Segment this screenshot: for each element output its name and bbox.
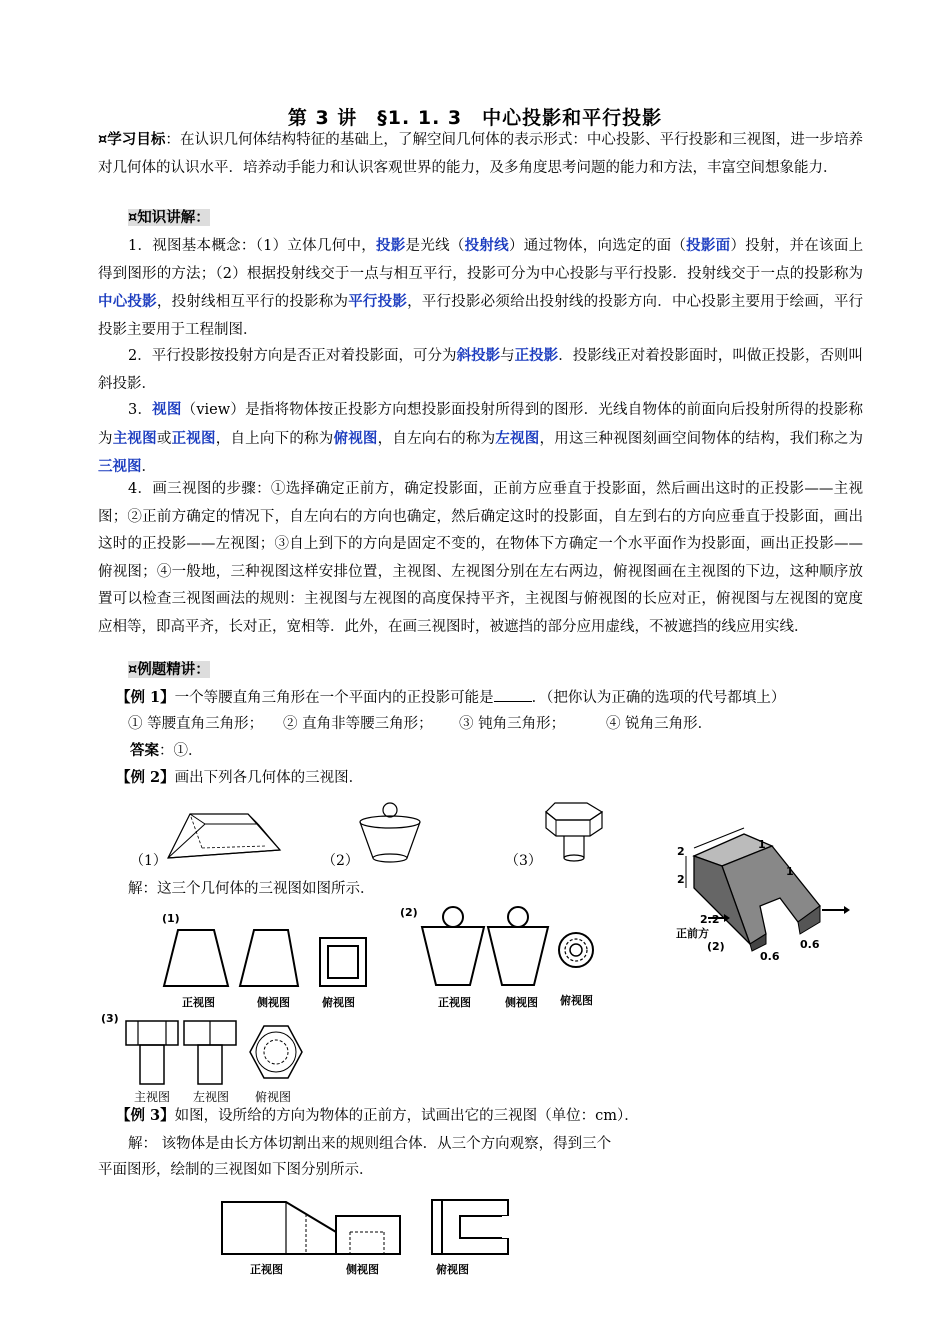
example-3-question: 【例 3】如图，设所给的方向为物体的正前方，试画出它的三视图（单位：cm）． <box>116 1107 639 1124</box>
solution-2-views <box>418 905 603 990</box>
figure-2-label: （2） <box>322 853 359 869</box>
example-1-option-3: ③ 钝角三角形； <box>459 716 566 732</box>
paragraph-2: 2．平行投影按投射方向是否正对着投影面，可分为斜投影与正投影．投影线正对着投影面时，叫做正投影，否则叫斜投影． <box>98 347 863 392</box>
goal-text: ：在认识几何体结构特征的基础上，了解空间几何体的表示形式：中心投影、平行投影和三视图，进一步培养对几何体的认识水平．培养动手能力和认识客观世界的能力，及多角度思考问题的能力和方法，丰富空间想象能力． <box>98 132 863 176</box>
example-3-side-caption: 侧视图 <box>346 1263 379 1276</box>
solution-1-side-caption: 侧视图 <box>257 996 290 1009</box>
example-3-three-views <box>218 1198 518 1260</box>
solution-3-main-caption: 主视图 <box>134 1090 171 1104</box>
example-3-top-caption: 俯视图 <box>436 1263 469 1276</box>
cup-ball-figure <box>355 800 425 865</box>
examples-heading: ¤例题精讲： <box>128 661 210 678</box>
solution-3-top-caption: 俯视图 <box>255 1090 292 1104</box>
page-title: 第 3 讲 §1. 1. 3 中心投影和平行投影 <box>287 107 663 129</box>
paragraph-4: 4．画三视图的步骤：①选择确定正前方，确定投影面，正前方应垂直于投影面，然后画出这时的正投影——主视图；②正前方确定的情况下，自左向右的方向也确定，然后确定这时的投影面，自左到右的方向应垂直于投影面，画出这时的正投影——左视图；③自上到下的方向是固定不变的，在物体下方确定一个水平面作为投影面，画出正投影——俯视图；④一般地，三种视图这样安排位置，主视图、左视图分别在左右两边，俯视图画在主视图的下边，这种顺序放置可以检查三视图画法的规则：主视图与左视图的高度保持平齐，主视图与俯视图的长应对正，俯视图与左视图的宽度应相等，即高平齐，长对正，宽相等．此外，在画三视图时，被遮挡的部分应用虚线，不被遮挡的线应用实线． <box>98 481 863 635</box>
dim-2: 1 <box>758 838 766 851</box>
frustum-figure <box>160 810 285 865</box>
knowledge-heading: ¤知识讲解： <box>128 209 210 226</box>
example-1-option-1: ① 等腰直角三角形； <box>128 716 264 732</box>
dim-1: 2 <box>677 845 685 858</box>
solution-2-top-caption: 俯视图 <box>560 994 593 1007</box>
figure-3-label: （3） <box>505 853 542 869</box>
paragraph-1: 1．视图基本概念：（1）立体几何中，投影是光线（投射线）通过物体，向选定的面（投影面）投射，并在该面上得到图形的方法；（2）根据投射线交于一点与相互平行，投影可分为中心投影与平行投影．投射线交于一点的投影称为中心投影，投射线相互平行的投影称为平行投影，平行投影必须给出投射线的投影方向．中心投影主要用于绘画，平行投影主要用于工程制图． <box>98 237 864 338</box>
solution-3-label: (3) <box>101 1012 119 1025</box>
hex-bolt-figure <box>540 800 610 865</box>
example-3-front-caption: 正视图 <box>250 1263 283 1276</box>
dim-3: 2 <box>677 873 685 886</box>
example-1-option-4: ④ 锐角三角形． <box>606 716 713 732</box>
example-1-answer: 答案：①． <box>130 742 203 759</box>
solution-3-left-caption: 左视图 <box>193 1090 230 1104</box>
example-3-solution-line-2: 平面图形，绘制的三视图如下图分别所示． <box>98 1162 374 1178</box>
solution-3-views <box>122 1018 312 1088</box>
solution-1-label: (1) <box>162 912 180 925</box>
dim-7: 0.6 <box>800 938 820 951</box>
solution-2-front-caption: 正视图 <box>438 996 471 1009</box>
solution-1-top-caption: 俯视图 <box>322 996 355 1009</box>
example-2-question: 【例 2】画出下列各几何体的三视图． <box>116 769 364 786</box>
solution-1-views <box>160 920 380 992</box>
example-1-option-2: ② 直角非等腰三角形； <box>283 716 433 732</box>
dim-4: 1 <box>786 865 794 878</box>
example-2-solution: 解：这三个几何体的三视图如图所示． <box>128 881 375 897</box>
figure-1-label: （1） <box>130 853 167 869</box>
solution-2-side-caption: 侧视图 <box>505 996 538 1009</box>
example-3-solution-line-1: 解： 该物体是由长方体切割出来的规则组合体．从三个方向观察，得到三个 <box>128 1136 612 1152</box>
direction-label: 正前方 <box>676 927 709 940</box>
dim-5: 2.2 <box>700 913 720 926</box>
example-3-figure-label: (2) <box>707 940 725 953</box>
solution-1-front-caption: 正视图 <box>182 996 215 1009</box>
goal-label: ¤学习目标 <box>98 131 166 148</box>
paragraph-3: 3．视图（view）是指将物体按正投影方向想投影面投射所得到的图形．光线自物体的前面向后投射所得的投影称为主视图或正视图，自上向下的称为俯视图，自左向右的称为左视图，用这三种视图刻画空间物体的结构，我们称之为三视图． <box>98 401 864 475</box>
learning-goal <box>98 126 863 182</box>
solution-2-label: (2) <box>400 906 418 919</box>
example-1-question: 【例 1】一个等腰直角三角形在一个平面内的正投影可能是 ．（把你认为正确的选项的代号都填上） <box>116 689 786 706</box>
answer-blank <box>494 689 532 702</box>
dim-6: 0.6 <box>760 950 780 963</box>
